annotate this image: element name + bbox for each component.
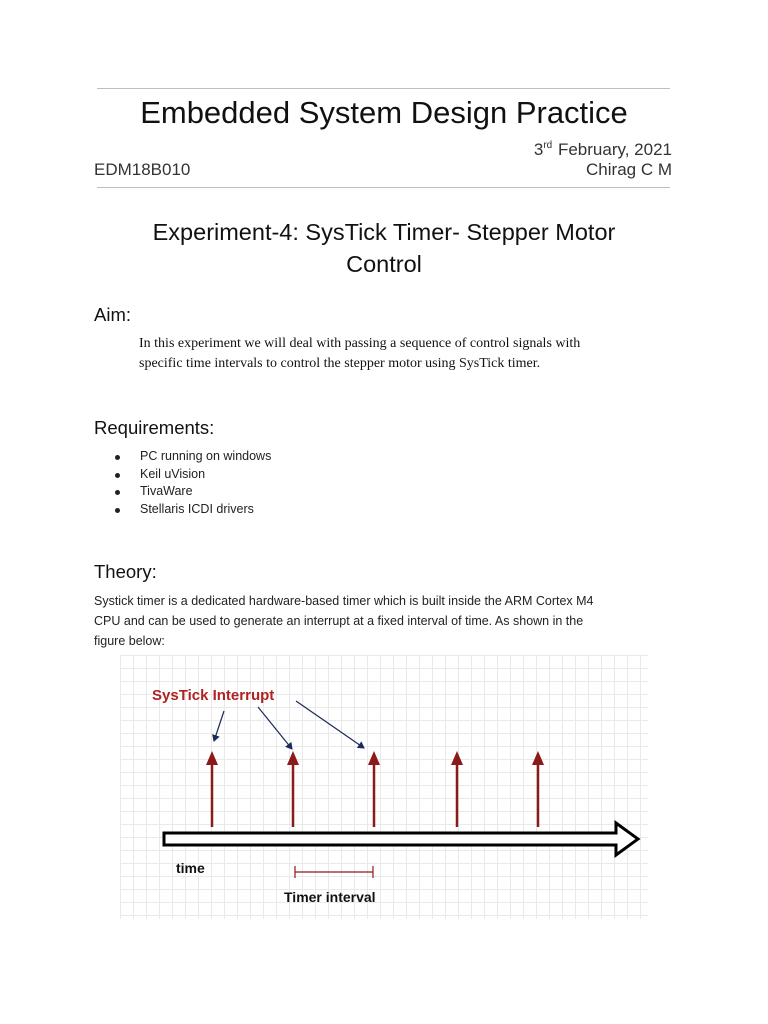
time-axis-arrow [164,823,638,855]
theory-heading: Theory: [94,561,157,582]
pointer-arrow-1 [214,711,224,741]
systick-interrupt-label: SysTick Interrupt [152,687,275,704]
date-day: 3 [533,140,544,159]
pointer-arrow-2 [258,707,292,749]
date [534,136,672,160]
roll-number: EDM18B010 [94,160,191,179]
list-item-text: Stellaris ICDI drivers [140,501,254,516]
list-item [112,466,271,484]
theory-line3: figure below: [94,634,165,648]
interrupt-arrow-3 [368,751,380,827]
aim-line2: specific time intervals to control the stepper motor using SysTick timer. [139,356,541,371]
bullet-icon [115,455,120,460]
list-item-text: Keil uVision [140,466,206,481]
experiment-title [110,216,658,280]
list-item [112,501,271,519]
timer-interval-label: Timer interval [284,889,376,905]
time-label: time [176,860,205,876]
systick-figure [120,655,648,919]
list-item-text: PC running on windows [140,449,272,463]
interrupt-arrow-4 [451,751,463,827]
bullet-icon [115,490,120,495]
top-rule [97,88,670,89]
interrupt-arrow-2 [287,751,299,827]
list-item [112,448,271,466]
experiment-title-line1: Experiment-4: SysTick Timer- Stepper Motor [152,219,616,245]
author-name: Chirag C M [586,160,672,179]
aim-heading: Aim: [94,304,131,325]
bullet-icon [115,508,120,513]
date-rest: February, 2021 [557,140,672,159]
header-rule [97,187,670,188]
list-item-text: TivaWare [140,484,193,498]
date-suffix: rd [543,140,553,151]
interrupt-arrow-1 [206,751,218,827]
bullet-icon [115,473,120,478]
theory-line1: Systick timer is a dedicated hardware-based timer which is built inside the ARM Cortex M4 [94,594,594,608]
theory-paragraph [94,591,684,651]
experiment-title-line2: Control [346,251,422,277]
requirements-heading: Requirements: [94,417,215,438]
theory-line2: CPU and can be used to generate an interrupt at a fixed interval of time. As shown in the [94,614,584,628]
aim-paragraph [139,334,639,374]
pointer-arrow-3 [296,701,364,748]
list-item [112,483,271,501]
interrupt-arrow-5 [532,751,544,827]
document-title: Embedded System Design Practice [140,95,628,130]
aim-line1: In this experiment we will deal with passing a sequence of control signals with [139,336,581,351]
timer-interval-mark [295,866,373,878]
systick-diagram [120,655,648,919]
requirements-list [112,448,271,518]
